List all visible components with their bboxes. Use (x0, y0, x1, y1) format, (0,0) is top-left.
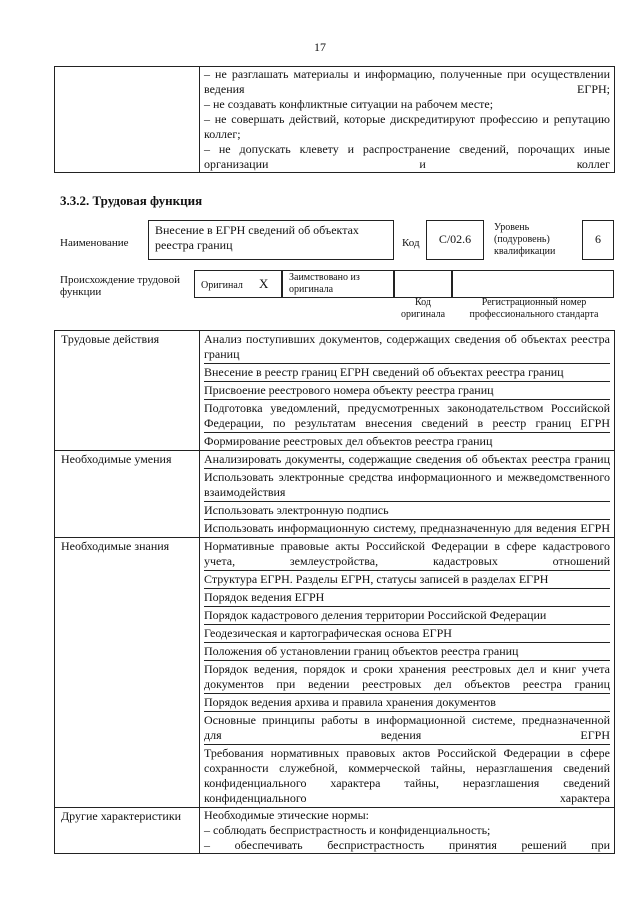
skill-item: Использовать электронную подпись (204, 502, 610, 520)
other-characteristics-label: Другие характеристики (55, 808, 200, 854)
ethics-item: – не разглашать материалы и информацию, полученные при осуществлении ведения ЕГРН; (204, 67, 610, 96)
knowledge-item: Нормативные правовые акты Российской Федерации в сфере кадастрового учета, землеустройства, кадастровых отношений (204, 538, 610, 571)
reg-number-label: Регистрационный номер профессионального стандарта (469, 297, 599, 320)
name-label: Наименование (60, 237, 129, 249)
knowledge-item: Порядок ведения архива и правила хранения документов (204, 694, 610, 712)
function-details-table (54, 330, 615, 854)
knowledge-label: Необходимые знания (55, 538, 200, 808)
skill-item: Анализировать документы, содержащие сведения об объектах реестра границ (204, 451, 610, 469)
knowledge-item: Порядок ведения, порядок и сроки хранения реестровых дел и книг учета документов при ведении реестровых дел объектов реестра границ (204, 661, 610, 694)
other-intro: Необходимые этические нормы: (204, 808, 369, 822)
labor-action-item: Анализ поступивших документов, содержащих сведения об объектах реестра границ (204, 331, 610, 364)
ethics-item: – не совершать действий, которые дискредитируют профессию и репутацию коллег; (204, 112, 610, 141)
labor-action-item: Внесение в реестр границ ЕГРН сведений об объектах реестра границ (204, 364, 610, 382)
original-mark: X (259, 276, 269, 291)
reg-number-box (452, 270, 614, 298)
knowledge-item: Порядок ведения ЕГРН (204, 589, 610, 607)
empty-label-cell (55, 67, 200, 173)
section-heading: 3.3.2. Трудовая функция (60, 193, 203, 208)
ethics-continuation-table (54, 66, 615, 173)
ethics-item: – не создавать конфликтные ситуации на рабочем месте; (204, 97, 494, 111)
ethics-item: – не допускать клевету и распространение сведений, порочащих иные организации и коллег (204, 142, 610, 171)
labor-action-item: Формирование реестровых дел объектов реестра границ (204, 434, 493, 448)
labor-action-item: Присвоение реестрового номера объекту реестра границ (204, 382, 610, 400)
labor-actions-label: Трудовые действия (55, 331, 200, 451)
knowledge-item: Геодезическая и картографическая основа ЕГРН (204, 625, 610, 643)
knowledge-item: Порядок кадастрового деления территории Российской Федерации (204, 607, 610, 625)
labor-action-item: Подготовка уведомлений, предусмотренных законодательством Российской Федерации, по результатам внесения сведений в реестр границ ЕГРН (204, 400, 610, 433)
code-label: Код (402, 237, 420, 249)
knowledge-item: Структура ЕГРН. Разделы ЕГРН, статусы записей в разделах ЕГРН (204, 571, 610, 589)
function-name-box: Внесение в ЕГРН сведений об объектах реестра границ (148, 220, 394, 260)
original-box (194, 270, 282, 298)
original-label: Оригинал (201, 280, 243, 291)
level-label: Уровень (подуровень) квалификации (494, 222, 556, 257)
skill-item: Использовать электронные средства информационного и межведомственного взаимодействия (204, 469, 610, 502)
code-original-box (394, 270, 452, 298)
knowledge-item: Положения об установлении границ объектов реестра границ (204, 643, 610, 661)
other-item: – соблюдать беспристрастность и конфиденциальность; (204, 823, 491, 837)
skills-label: Необходимые умения (55, 451, 200, 538)
code-value-box: C/02.6 (426, 220, 484, 260)
code-original-label: Код оригинала (400, 297, 446, 320)
origin-label: Происхождение трудовой функции (60, 274, 181, 298)
skill-item: Использовать информационную систему, предназначенную для ведения ЕГРН (204, 521, 610, 535)
knowledge-item: Основные принципы работы в информационной системе, предназначенной для ведения ЕГРН (204, 712, 610, 745)
level-value-box: 6 (582, 220, 614, 260)
knowledge-item: Требования нормативных правовых актов Российской Федерации в сфере сохранности служебной, коммерческой тайны, неразглашения сведений конфиденциального характера тайны, неразглашения сведений конфиденциального характера (204, 746, 610, 805)
borrowed-box: Заимствовано из оригинала (282, 270, 394, 298)
page-number: 17 (314, 40, 326, 54)
other-item: – обеспечивать беспристрастность принятия решений при (204, 838, 610, 852)
